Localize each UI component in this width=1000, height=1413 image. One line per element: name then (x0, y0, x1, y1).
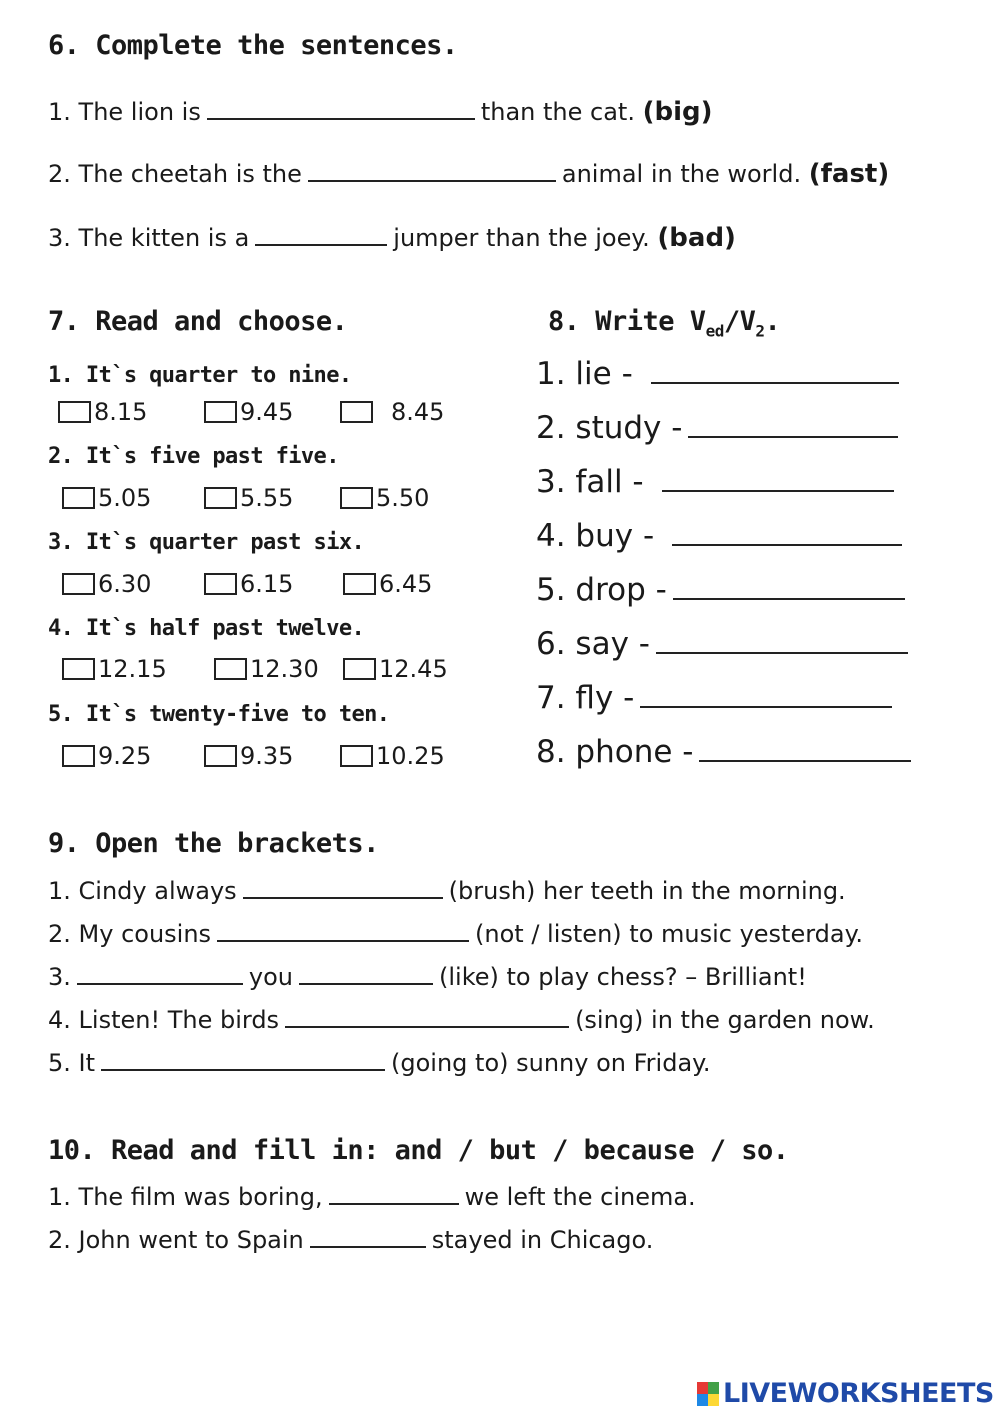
sentence-text: 1. Cindy always (48, 877, 237, 905)
verb-label: 8. phone - (536, 734, 694, 770)
sentence-text: (going to) sunny on Friday. (391, 1049, 711, 1077)
option[interactable] (340, 484, 429, 512)
answer-blank[interactable] (308, 158, 556, 182)
answer-blank[interactable] (699, 732, 911, 762)
sentence-text: (brush) her teeth in the morning. (448, 877, 846, 905)
ex9-sentence-5 (48, 1047, 711, 1077)
logo-square (697, 1382, 708, 1394)
verb-label: 7. fly - (536, 680, 635, 716)
logo-square (708, 1394, 719, 1406)
sentence-text: animal in the world. (561, 160, 802, 188)
ex8-item-1 (536, 354, 905, 392)
answer-blank[interactable] (672, 516, 902, 546)
option[interactable] (62, 570, 151, 598)
ex6-sentence-3 (48, 222, 736, 253)
verb-label: 2. study - (536, 410, 683, 446)
option[interactable] (214, 655, 319, 683)
heading-text: 8. Write V (548, 306, 706, 337)
hint-word: (big) (642, 97, 713, 127)
answer-blank[interactable] (329, 1181, 459, 1205)
sentence-text: jumper than the joey. (393, 224, 650, 252)
checkbox[interactable] (343, 573, 376, 595)
checkbox[interactable] (204, 745, 237, 767)
checkbox[interactable] (340, 487, 373, 509)
heading-subscript: 2 (755, 321, 765, 341)
sentence-text: you (248, 963, 294, 991)
ex8-item-5 (536, 570, 911, 608)
answer-blank[interactable] (688, 408, 898, 438)
sentence-text: stayed in Chicago. (431, 1226, 654, 1254)
sentence-text: we left the cinema. (464, 1183, 696, 1211)
option[interactable] (62, 484, 151, 512)
option[interactable] (204, 570, 293, 598)
option[interactable] (204, 484, 293, 512)
checkbox[interactable] (62, 573, 95, 595)
sentence-text: than the cat. (480, 98, 635, 126)
checkbox[interactable] (340, 745, 373, 767)
option-label: 5.55 (240, 484, 294, 512)
answer-blank[interactable] (662, 462, 894, 492)
option-label: 6.45 (379, 570, 433, 598)
verb-label: 3. fall - (536, 464, 644, 500)
option-label: 5.50 (376, 484, 430, 512)
ex9-sentence-1 (48, 875, 846, 905)
ex8-item-3 (536, 462, 900, 500)
checkbox[interactable] (204, 573, 237, 595)
sentence-text: 2. My cousins (48, 920, 212, 948)
answer-blank[interactable] (207, 96, 475, 120)
option[interactable] (340, 398, 444, 426)
option[interactable] (204, 742, 293, 770)
ex8-item-7 (536, 678, 898, 716)
option-label: 9.35 (240, 742, 294, 770)
answer-blank[interactable] (255, 222, 387, 246)
sentence-text: 1. The film was boring, (48, 1183, 323, 1211)
option-label: 6.15 (240, 570, 294, 598)
ex9-sentence-2 (48, 918, 863, 948)
answer-blank[interactable] (299, 961, 433, 985)
sentence-text: (not / listen) to music yesterday. (475, 920, 864, 948)
option[interactable] (204, 398, 293, 426)
checkbox[interactable] (58, 401, 91, 423)
logo-icon (697, 1382, 719, 1406)
answer-blank[interactable] (651, 354, 899, 384)
ex8-item-8 (536, 732, 917, 770)
answer-blank[interactable] (640, 678, 892, 708)
ex7-question-1: 1. It`s quarter to nine. (48, 363, 352, 388)
ex10-sentence-1 (48, 1181, 696, 1211)
option[interactable] (62, 655, 167, 683)
option-label: 5.05 (98, 484, 152, 512)
checkbox[interactable] (340, 401, 373, 423)
checkbox[interactable] (62, 487, 95, 509)
ex6-heading: 6. Complete the sentences. (48, 30, 458, 61)
ex7-question-3: 3. It`s quarter past six. (48, 530, 365, 555)
sentence-text: 2. John went to Spain (48, 1226, 304, 1254)
ex8-item-2 (536, 408, 904, 446)
option[interactable] (343, 570, 432, 598)
ex7-question-4: 4. It`s half past twelve. (48, 616, 365, 641)
verb-label: 5. drop - (536, 572, 667, 608)
ex10-sentence-2 (48, 1224, 653, 1254)
option[interactable] (340, 742, 445, 770)
heading-text: /V (723, 306, 756, 337)
checkbox[interactable] (204, 487, 237, 509)
answer-blank[interactable] (656, 624, 908, 654)
ex7-heading: 7. Read and choose. (48, 306, 348, 337)
option-label: 10.25 (376, 742, 445, 770)
sentence-text: (sing) in the garden now. (575, 1006, 875, 1034)
logo-text: LIVEWORKSHEETS (723, 1378, 994, 1409)
sentence-text: 5. It (48, 1049, 96, 1077)
sentence-text: 4. Listen! The birds (48, 1006, 280, 1034)
option-label: 8.45 (391, 398, 445, 426)
hint-word: (bad) (657, 223, 736, 253)
option-label: 8.15 (94, 398, 148, 426)
answer-blank[interactable] (101, 1047, 385, 1071)
logo-square (697, 1394, 708, 1406)
answer-blank[interactable] (243, 875, 443, 899)
liveworksheets-logo (697, 1378, 994, 1409)
sentence-text: 2. The cheetah is the (48, 160, 302, 188)
checkbox[interactable] (62, 658, 95, 680)
ex9-sentence-3 (48, 961, 807, 991)
checkbox[interactable] (214, 658, 247, 680)
verb-label: 4. buy - (536, 518, 655, 554)
ex7-question-2: 2. It`s five past five. (48, 444, 339, 469)
option-label: 6.30 (98, 570, 152, 598)
option[interactable] (343, 655, 448, 683)
option-label: 12.15 (98, 655, 167, 683)
ex9-sentence-4 (48, 1004, 875, 1034)
verb-label: 6. say - (536, 626, 650, 662)
answer-blank[interactable] (310, 1224, 426, 1248)
checkbox[interactable] (204, 401, 237, 423)
sentence-text: 3. (48, 963, 71, 991)
answer-blank[interactable] (673, 570, 905, 600)
ex8-heading (548, 306, 780, 340)
option[interactable] (58, 398, 147, 426)
option-label: 12.45 (379, 655, 448, 683)
ex6-sentence-1 (48, 96, 713, 127)
option-label: 9.45 (240, 398, 294, 426)
answer-blank[interactable] (285, 1004, 569, 1028)
verb-label: 1. lie - (536, 356, 633, 392)
logo-square (708, 1382, 719, 1394)
ex9-heading: 9. Open the brackets. (48, 828, 379, 859)
ex7-question-5: 5. It`s twenty-five to ten. (48, 702, 390, 727)
ex8-item-6 (536, 624, 914, 662)
answer-blank[interactable] (217, 918, 469, 942)
hint-word: (fast) (808, 159, 890, 189)
answer-blank[interactable] (77, 961, 243, 985)
sentence-text: (like) to play chess? – Brilliant! (439, 963, 807, 991)
checkbox[interactable] (62, 745, 95, 767)
ex6-sentence-2 (48, 158, 889, 189)
option-label: 12.30 (250, 655, 319, 683)
sentence-text: 1. The lion is (48, 98, 201, 126)
option-label: 9.25 (98, 742, 152, 770)
ex8-item-4 (536, 516, 908, 554)
heading-text: . (764, 306, 781, 337)
ex10-heading: 10. Read and fill in: and / but / because / so. (48, 1135, 789, 1166)
checkbox[interactable] (343, 658, 376, 680)
option[interactable] (62, 742, 151, 770)
sentence-text: 3. The kitten is a (48, 224, 250, 252)
heading-subscript: ed (705, 321, 724, 341)
